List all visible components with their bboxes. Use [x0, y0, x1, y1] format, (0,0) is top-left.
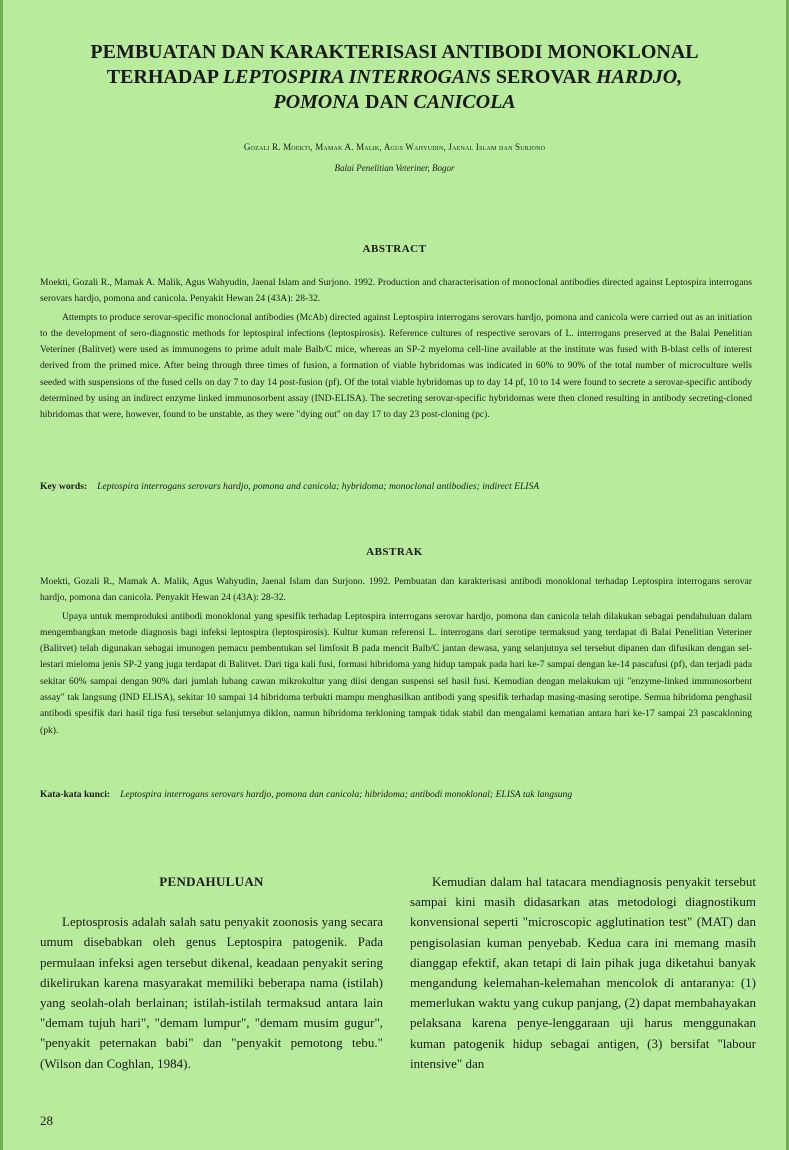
abstract-body: Attempts to produce serovar-specific monoclonal antibodies (McAb) directed against Leptospira interrogans serovars hardjo, pomona and canicola were carried out as an initiation to the development of sero-diagnostic methods for leptospiral infections (leptospirosis). Reference cultures of respective serovars of L. interrogans preserved at the Balai Penelitian Veteriner (Balitvet) were used as immunogens to prime adult male Balb/C mice, whereas an SP-2 myeloma cell-line available at the institute was fused with B-blast cells of interest derived from the primed mice. After being through three times of fusion, a formation of viable hybridomas was indicated in 60% to 90% of the total number of microculture wells seeded with suspensions of the fused cells on day 7 to day 14 post-fusion (pf). Of the total viable hybridomas up to day 14 pf, 10 to 14 were found to secrete a serovar-specific antibody determined by using an indirect enzyme linked immunosorbent assay (IND-ELISA). The secreting serovar-specific hybridomas were then cloned resulting in antibody secreting-cloned hibridomas that were, however, found to be unstable, as they were "dying out" on day 17 to day 23 post-cloning (pc). [40, 311, 752, 421]
abstrak-keywords [40, 788, 752, 802]
abstract-heading: ABSTRACT [362, 243, 427, 255]
page-number: 28 [40, 1113, 53, 1128]
title-line-3 [40, 90, 749, 115]
abstrak-citation: Moekti, Gozali R., Mamak A. Malik, Agus Wahyudin, Jaenal Islam dan Surjono. 1992. Pembuatan dan karakterisasi antibodi monoklonal terhadap Leptospira interrogans serovar hardjo, pomona dan canicola. Penyakit Hewan 24 (43A): 28-32. [40, 576, 752, 604]
intro-paragraph-1: Leptosprosis adalah salah satu penyakit zoonosis yang secara umum disebabkan oleh genus Leptospira patogenik. Pada permulaan infeksi agen tersebut dikenal, keadaan penyakit sering dikelirukan karena masyarakat memiliki beberapa nama (istilah) yang seolah-olah berlainan; istilah-istilah termaksud antara lain "demam tujuh hari", "demam lumpur", "demam musim gugur", "penyakit peternakan babi" dan "penyakit pemotong tebu." (Wilson dan Coghlan, 1984). [40, 914, 383, 1071]
kata-kunci-label: Kata-kata kunci: [40, 789, 111, 800]
title-line-2-mid: SEROVAR [490, 66, 597, 88]
abstrak-heading: ABSTRAK [366, 546, 423, 558]
abstract-section [40, 275, 752, 424]
title-serovar-canicola: CANICOLA [413, 91, 516, 113]
page-border-left [0, 0, 3, 1150]
title-organism: LEPTOSPIRA INTERROGANS [222, 66, 491, 88]
affiliation: Balai Penelitian Veteriner, Bogor [334, 163, 455, 173]
keywords-label: Key words: [40, 481, 88, 492]
author-list: Gozali R. Moekti, Mamak A. Malik, Agus Wahyudin, Jaenal Islam dan Surjono [243, 142, 546, 152]
title-line-3-mid: DAN [360, 91, 414, 113]
intro-paragraph-2: Kemudian dalam hal tatacara mendiagnosis penyakit tersebut sampai kini masih didasarkan atas metodologi diagnostikum konvensional seperti "microscopic agglutination test" (MAT) dan pengisolasian kuman penyebab. Kedua cara ini memang masih dianggap efektif, akan tetapi di lain pihak juga diketahui banyak mengandung kelemahan-kelemahan mencolok di antaranya: (1) memerlukan waktu yang cukup panjang, (2) dapat membahayakan pelaksana karena penye-lenggaraan uji harus menggunakan kuman patogenik hidup sebagai antigen, (3) bersifat "labour intensive" dan [410, 874, 756, 1071]
abstract-keywords [40, 480, 752, 494]
title-serovar-pomona: POMONA [273, 91, 361, 113]
intro-left-column [40, 872, 383, 1074]
intro-right-column [410, 872, 756, 1074]
abstract-citation: Moekti, Gozali R., Mamak A. Malik, Agus Wahyudin, Jaenal Islam and Surjono. 1992. Production and characterisation of monoclonal antibodies directed against Leptospira interrogans serovars hardjo, pomona and canicola. Penyakit Hewan 24 (43A): 28-32. [40, 277, 752, 305]
article-title [40, 40, 749, 115]
title-line-1: PEMBUATAN DAN KARAKTERISASI ANTIBODI MONOKLONAL [90, 41, 699, 63]
title-line-2 [40, 65, 749, 90]
abstrak-section [40, 574, 752, 739]
kata-kunci-text: Leptospira interrogans serovars hardjo, pomona dan canicola; hibridoma; antibodi monoklonal; ELISA tak langsung [120, 789, 573, 800]
title-serovar-hardjo: HARDJO, [596, 66, 683, 88]
keywords-text: Leptospira interrogans serovars hardjo, pomona and canicola; hybridoma; monoclonal antibodies; indirect ELISA [97, 481, 540, 492]
abstrak-body: Upaya untuk memproduksi antibodi monoklonal yang spesifik terhadap Leptospira interrogans serovar hardjo, pomona dan canicola telah dilakukan sebagai pendahuluan dalam mengembangkan metode diagnosis bagi infeksi leptospira (leptospirosis). Kultur kuman referensi L. interrogans dari serotipe termaksud yang terdapat di Balai Penelitian Veteriner (Balitvet) telah digunakan sebagai imunogen pemacu pembentukan sel limfosit B pada mencit Balb/C jantan dewasa, yang selanjutnya sel tersebut dipanen dan difusikan dengan sel-lestari mieloma jenis SP-2 yang juga terdapat di Balitvet. Dari tiga kali fusi, formasi hibridoma yang hidup tampak pada hari ke-7 sampai dengan ke-14 pascafusi (pf), dan terjadi pada sekitar 60% sampai dengan 90% dari jumlah lubang cawan mikrokultur yang diisi dengan suspensi sel hasil fusi. Kemudian dengan melakukan uji "enzyme-linked immunosorbent assay" tak langsung (IND ELISA), sekitar 10 sampai 14 hibridoma terbukti mampu menghasilkan antibodi yang spesifik terhadap masing-masing serotipe. Semua hibridoma penghasil antibodi spesifik dari hasil tiga fusi tersebut selanjutnya diklon, namun hibridoma terkloning tampak tidak stabil dan mengalami kematian antara hari ke-17 sampai 23 pascakloning (pk). [40, 610, 752, 736]
pendahuluan-heading: PENDAHULUAN [159, 874, 264, 889]
title-line-2-pre: TERHADAP [106, 66, 223, 88]
